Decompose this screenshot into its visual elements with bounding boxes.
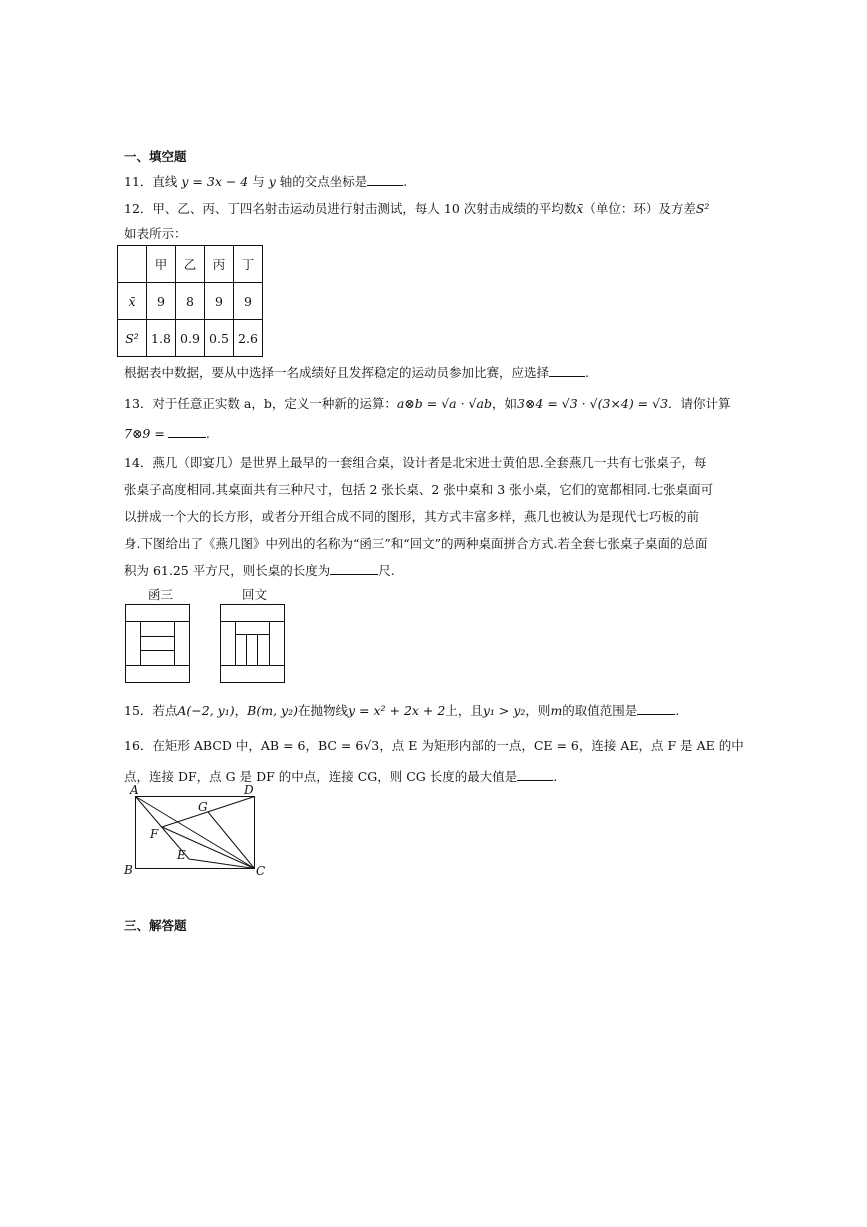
- q15-point-a: A(−2, y₁): [177, 703, 235, 718]
- table-cell: 1.8: [147, 320, 176, 357]
- q12-xbar: x̄: [576, 201, 584, 216]
- question-13-line1: [124, 394, 731, 412]
- q15-text-d: ，则: [525, 703, 551, 718]
- figure-label-hansan: 函三: [148, 587, 174, 602]
- q15-end: .: [675, 703, 680, 718]
- q11-number: 11．: [124, 174, 153, 189]
- section-title-answer: 三、解答题: [124, 918, 187, 933]
- q13-expression: 7⊗9 =: [124, 426, 165, 441]
- q13-text-a: 13．对于任意正实数 a，b，定义一种新的运算：: [124, 396, 397, 411]
- q13-answer-blank[interactable]: [168, 426, 206, 438]
- table-cell: 甲: [147, 246, 176, 283]
- rectangle-geometry-figure: [122, 783, 268, 878]
- label-c: C: [256, 864, 266, 878]
- question-12-line2: 如表所示：: [124, 226, 187, 241]
- table-cell: 9: [205, 283, 234, 320]
- q15-text-e: 的取值范围是: [562, 703, 638, 718]
- table-row-label: S²: [118, 320, 147, 357]
- figure-label-huiwen: 回文: [242, 587, 268, 602]
- table-row: [118, 320, 263, 357]
- huiwen-figure: [220, 604, 286, 684]
- q13-example: 3⊗4 = √3 · √(3×4) = √3: [516, 396, 669, 411]
- q12-variance-symbol: S²: [695, 201, 710, 216]
- q13-text-c: ．请你计算: [668, 396, 731, 411]
- question-16-line1: 16．在矩形 ABCD 中，AB = 6，BC = 6√3，点 E 为矩形内部的一点，CE = 6，连接 AE，点 F 是 AE 的中: [124, 738, 744, 753]
- question-14-last-line: [124, 561, 395, 579]
- table-cell: 丁: [234, 246, 263, 283]
- q15-point-b: B(m, y₂): [247, 703, 298, 718]
- table-cell: 乙: [176, 246, 205, 283]
- label-e: E: [177, 848, 186, 862]
- table-header-row: [118, 246, 263, 283]
- score-table: [117, 245, 263, 357]
- table-cell: 丙: [205, 246, 234, 283]
- segment-cg: [208, 812, 255, 869]
- label-g: G: [198, 800, 208, 814]
- q15-answer-blank[interactable]: [637, 703, 675, 715]
- question-11: [124, 172, 407, 190]
- q15-parabola: y = x² + 2x + 2: [347, 703, 446, 718]
- q13-text-b: ，如: [491, 396, 517, 411]
- q12-end: .: [585, 365, 589, 380]
- q12-line1: 12．甲、乙、丙、丁四名射击运动员进行射击测试，每人 10 次射击成绩的平均数: [124, 201, 577, 216]
- question-12-line1: [124, 199, 709, 217]
- question-14-line: 14．燕几（即宴几）是世界上最早的一套组合桌，设计者是北宋进士黄伯思.全套燕几一共有七张桌子，每: [124, 455, 707, 470]
- label-f: F: [150, 827, 159, 841]
- q15-text-b: 在抛物线: [297, 703, 348, 718]
- q15-text-c: 上，且: [445, 703, 483, 718]
- question-13-line2: [124, 426, 210, 441]
- q11-text-b: 与: [248, 174, 269, 189]
- q12-answer-blank[interactable]: [549, 365, 585, 377]
- table-cell: 9: [147, 283, 176, 320]
- table-row-label: x̄: [118, 283, 147, 320]
- question-16-line2: [124, 767, 557, 785]
- table-cell: [118, 246, 147, 283]
- section-title-fill: 一、填空题: [124, 149, 187, 164]
- q16-text: 点，连接 DF，点 G 是 DF 的中点，连接 CG，则 CG 长度的最大值是: [124, 769, 518, 784]
- q15-text-a: 15．若点: [124, 703, 178, 718]
- label-a: A: [130, 783, 139, 797]
- q11-y: y: [268, 174, 276, 189]
- q11-equation: y = 3x − 4: [181, 174, 249, 189]
- q16-answer-blank[interactable]: [517, 769, 553, 781]
- question-12-after: [124, 363, 589, 381]
- q13-end: .: [205, 426, 210, 441]
- hansan-figure: [125, 604, 191, 684]
- question-15: [124, 701, 679, 719]
- label-b: B: [124, 863, 133, 877]
- question-14-line: 以拼成一个大的长方形，或者分开组合成不同的图形，其方式丰富多样，燕几也被认为是现代七巧板的前: [124, 509, 700, 524]
- q13-definition: a⊗b = √a · √ab: [396, 396, 492, 411]
- table-cell: 2.6: [234, 320, 263, 357]
- q14-end: 尺.: [378, 563, 395, 578]
- q11-text-a: 直线: [152, 174, 182, 189]
- table-row: [118, 283, 263, 320]
- table-cell: 0.9: [176, 320, 205, 357]
- question-14-line: 张桌子高度相同.其桌面共有三种尺寸，包括 2 张长桌、2 张中桌和 3 张小桌，它们的宽都相同.七张桌面可: [124, 482, 714, 497]
- q11-end: .: [403, 174, 408, 189]
- q11-text-c: 轴的交点坐标是: [275, 174, 368, 189]
- q12-line1-rest: （单位：环）及方差: [583, 201, 696, 216]
- q15-sep: ，: [234, 703, 248, 718]
- table-cell: 8: [176, 283, 205, 320]
- label-d: D: [244, 783, 254, 797]
- q16-end: .: [553, 769, 558, 784]
- table-cell: 9: [234, 283, 263, 320]
- question-14-line: 身.下图给出了《燕几图》中列出的名称为“函三”和“回文”的两种桌面拼合方式.若全套七张桌子桌面的总面: [124, 536, 708, 551]
- q11-answer-blank[interactable]: [367, 174, 403, 186]
- table-cell: 0.5: [205, 320, 234, 357]
- q12-after-text: 根据表中数据，要从中选择一名成绩好且发挥稳定的运动员参加比赛，应选择: [124, 365, 550, 380]
- segment-df: [162, 797, 255, 828]
- q14-text: 积为 61.25 平方尺，则长桌的长度为: [124, 563, 331, 578]
- q15-m: m: [550, 703, 563, 718]
- q14-answer-blank[interactable]: [330, 563, 378, 575]
- q15-inequality: y₁ > y₂: [482, 703, 526, 718]
